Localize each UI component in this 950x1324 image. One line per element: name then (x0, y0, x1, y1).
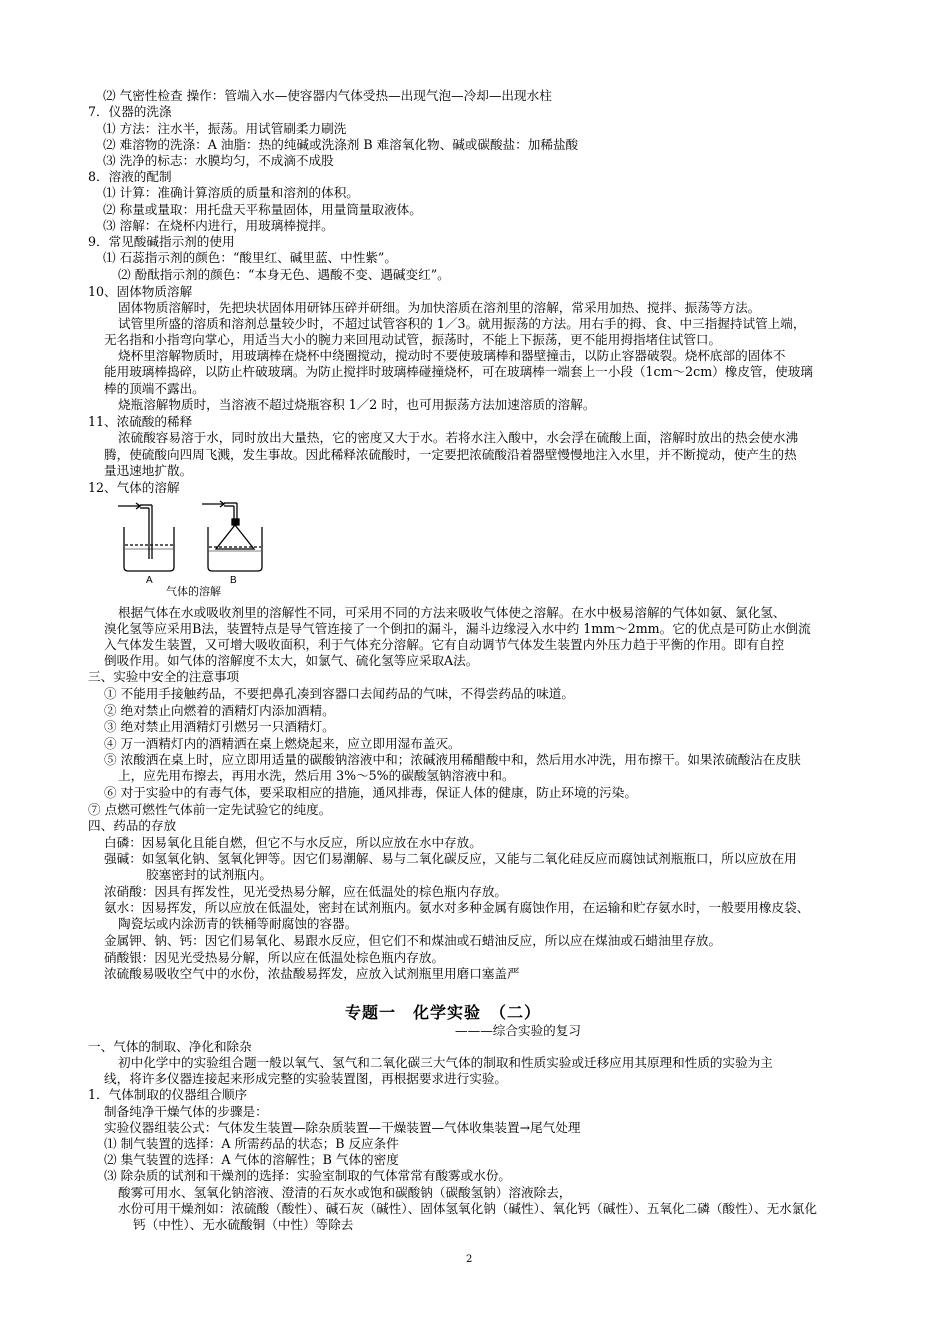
heading-gas-prep: 一、气体的制取、净化和除杂 (88, 1039, 252, 1054)
text-line: 浓硫酸容易溶于水，同时放出大量热，它的密度又大于水。若将水注入酸中，水会浮在硫酸上面，溶解时放出的热会使水沸 (118, 430, 799, 445)
text-line: 硝酸银：因见光受热易分解，所以应在低温处棕色瓶内存放。 (104, 950, 445, 965)
text-line: 烧杯里溶解物质时，用玻璃棒在烧杯中绕圈搅动，搅动时不要使玻璃棒和器壁撞击，以防止容器破裂。烧杯底部的固体不 (118, 348, 786, 363)
text-line: 初中化学中的实验组合题一般以氧气、氢气和二氧化碳三大气体的制取和性质实验或迁移应用其原理和性质的实验为主 (118, 1055, 773, 1070)
text-line: 胶塞密封的试剂瓶内。 (146, 867, 272, 882)
text-line: 溴化氢等应采用B法，装置特点是导气管连接了一个倒扣的漏斗，漏斗边缘浸入水中约 1mm～2mm。它的优点是可防止水倒流 (104, 621, 811, 636)
text-line: ⑴ 石蕊指示剂的颜色：“酸里红、碱里蓝、中性紫”。 (103, 250, 397, 265)
text-line: 烧瓶溶解物质时，当溶液不超过烧瓶容积 1／2 时，也可用振荡方法加速溶质的溶解。 (118, 397, 596, 412)
text-line: ⑤ 浓酸洒在桌上时，应立即用适量的碳酸钠溶液中和；浓碱液用稀醋酸中和，然后用水冲洗，用布擦干。如果浓硫酸沾在皮肤 (104, 752, 801, 767)
text-line: 强碱：如氢氧化钠、氢氧化钾等。因它们易潮解、易与二氧化碳反应，又能与二氧化硅反应而腐蚀试剂瓶瓶口，所以应放在用 (104, 851, 797, 866)
text-line: 浓硫酸易吸收空气中的水份，浓盐酸易挥发，应放入试剂瓶里用磨口塞盖严 (104, 966, 520, 981)
heading-gas-dissolve: 12、气体的溶解 (88, 480, 180, 495)
text-line: 制备纯净干燥气体的步骤是： (104, 1104, 268, 1119)
text-line: ⑦ 点燃可燃性气体前一定先试验它的纯度。 (88, 802, 332, 817)
heading-solid-dissolve: 10、固体物质溶解 (88, 284, 193, 299)
text-line: ⑵ 称量或量取：用托盘天平称量固体，用量筒量取液体。 (103, 202, 422, 217)
figure-caption: 气体的溶解 (166, 585, 221, 598)
page-number: 2 (466, 1254, 473, 1265)
text-line: 陶瓷坛或内涂沥青的铁桶等耐腐蚀的容器。 (118, 916, 358, 931)
text-line: 上，应先用布擦去，再用水洗，然后用 3%～5%的碳酸氢钠溶液中和。 (118, 768, 515, 783)
text-line: 量迅速地扩散。 (104, 463, 193, 478)
text-line: 根据气体在水或吸收剂里的溶解性不同，可采用不同的方法来吸收气体使之溶解。在水中极易溶解的气体如氨、氯化氢、 (118, 605, 786, 620)
text-line: ③ 绝对禁止用酒精灯引燃另一只酒精灯。 (104, 719, 335, 734)
text-line: ⑵ 气密性检查 操作：管端入水—使容器内气体受热—出现气泡—冷却—出现水柱 (103, 88, 552, 103)
text-line: 酸雾可用水、氢氧化钠溶液、澄清的石灰水或饱和碳酸钠（碳酸氢钠）溶液除去， (118, 1185, 572, 1200)
heading-cleaning: 7．仪器的洗涤 (88, 104, 172, 119)
text-line: ⑵ 集气装置的选择：A 气体的溶解性；B 气体的密度 (104, 1152, 399, 1167)
heading-sequence: 1．气体制取的仪器组合顺序 (88, 1087, 248, 1102)
text-line: ⑶ 洗净的标志：水膜均匀，不成滴不成股 (103, 153, 334, 168)
text-line: 入气体发生装置，又可增大吸收面积，利于气体充分溶解。它有自动调节气体发生装置内外压力趋于平衡的作用。即有自控 (104, 637, 785, 652)
section-title: 专题一 化学实验 （二） (345, 1003, 542, 1022)
text-line: 实验仪器组装公式：气体发生装置—除杂质装置—干燥装置—气体收集装置→尾气处理 (104, 1120, 581, 1135)
label-a: A (146, 575, 153, 586)
text-line: ⑴ 计算：准确计算溶质的质量和溶剂的体积。 (103, 185, 359, 200)
text-line: 线，将许多仪器连接起来形成完整的实验装置图，再根据要求进行实验。 (104, 1071, 507, 1086)
text-line: 倒吸作用。如气体的溶解度不太大，如氯气、硫化氢等应采取A法。 (104, 653, 479, 668)
text-line: 钙（中性）、无水硫酸铜（中性）等除去 (133, 1217, 354, 1232)
text-line: 能用玻璃棒捣碎，以防止杵破玻璃。为防止搅拌时玻璃棒碰撞烧杯，可在玻璃棒一端套上一小段（1cm～2cm）橡皮管，使玻璃 (104, 364, 813, 379)
text-line: ① 不能用手接触药品，不要把鼻孔凑到容器口去闻药品的气味，不得尝药品的味道。 (104, 686, 574, 701)
text-line: ② 绝对禁止向燃着的酒精灯内添加酒精。 (104, 703, 335, 718)
heading-storage: 四、药品的存放 (88, 818, 177, 833)
label-b: B (230, 575, 237, 586)
text-line: 浓硝酸：因具有挥发性，见光受热易分解，应在低温处的棕色瓶内存放。 (104, 884, 507, 899)
gas-dissolution-figure (116, 497, 276, 599)
text-line: 金属钾、钠、钙：因它们易氧化、易跟水反应，但它们不和煤油或石蜡油反应，所以应在煤油或石蜡油里存放。 (104, 933, 722, 948)
funnel-b (216, 525, 254, 549)
heading-solution: 8．溶液的配制 (88, 169, 172, 184)
text-line: 试管里所盛的溶质和溶剂总量较少时，不超过试管容积的 1／3。就用振荡的方法。用右手的拇、食、中三指握持试管上端， (118, 316, 806, 331)
text-line: ⑥ 对于实验中的有毒气体，要采取相应的措施，通风排毒，保证人体的健康，防止环境的污染。 (104, 785, 637, 800)
section-subtitle: ———综合实验的复习 (455, 1023, 581, 1038)
text-line: 固体物质溶解时，先把块状固体用研钵压碎并研细。为加快溶质在溶剂里的溶解，常采用加热、搅拌、振荡等方法。 (118, 300, 761, 315)
text-line: ⑶ 溶解：在烧杯内进行，用玻璃棒搅拌。 (103, 218, 334, 233)
heading-safety: 三、实验中安全的注意事项 (88, 669, 240, 684)
text-line: ⑵ 难溶物的洗涤：A 油脂：热的纯碱或洗涤剂 B 难溶氧化物、碱或碳酸盐：加稀盐酸 (103, 137, 579, 152)
text-line: ④ 万一酒精灯内的酒精洒在桌上燃烧起来，应立即用湿布盖灭。 (104, 736, 461, 751)
heading-acid-dilution: 11、浓硫酸的稀释 (88, 414, 193, 429)
text-line: ⑶ 除杂质的试剂和干燥剂的选择：实验室制取的气体常常有酸雾或水份。 (104, 1168, 512, 1183)
text-line: 腾，使硫酸向四周飞溅，发生事故。因此稀释浓硫酸时，一定要把浓硫酸沿着器壁慢慢地注入水里，并不断搅动，使产生的热 (104, 447, 797, 462)
text-line: ⑴ 制气装置的选择：A 所需药品的状态；B 反应条件 (104, 1136, 399, 1151)
heading-indicator: 9．常见酸碱指示剂的使用 (88, 234, 235, 249)
text-line: 无名指和小指弯向掌心，用适当大小的腕力来回甩动试管，振荡时，不能上下振荡，更不能用拇指堵住试管口。 (104, 332, 722, 347)
text-line: ⑵ 酚酞指示剂的颜色：“本身无色、遇酸不变、遇碱变红”。 (118, 267, 450, 282)
text-line: 白磷：因易氧化且能自燃，但它不与水反应，所以应放在水中存放。 (104, 835, 482, 850)
text-line: 棒的顶端不露出。 (104, 381, 205, 396)
text-line: 水份可用干燥剂如：浓硫酸（酸性）、碱石灰（碱性）、固体氢氧化钠（碱性）、氧化钙（碱性）、五氧化二磷（酸性）、无水氯化 (118, 1201, 817, 1216)
text-line: ⑴ 方法：注水半，振荡。用试管刷柔力刷洗 (103, 121, 347, 136)
text-line: 氨水：因易挥发，所以应放在低温处，密封在试剂瓶内。氨水对多种金属有腐蚀作用，在运输和贮存氨水时，一般要用橡皮袋、 (104, 900, 810, 915)
